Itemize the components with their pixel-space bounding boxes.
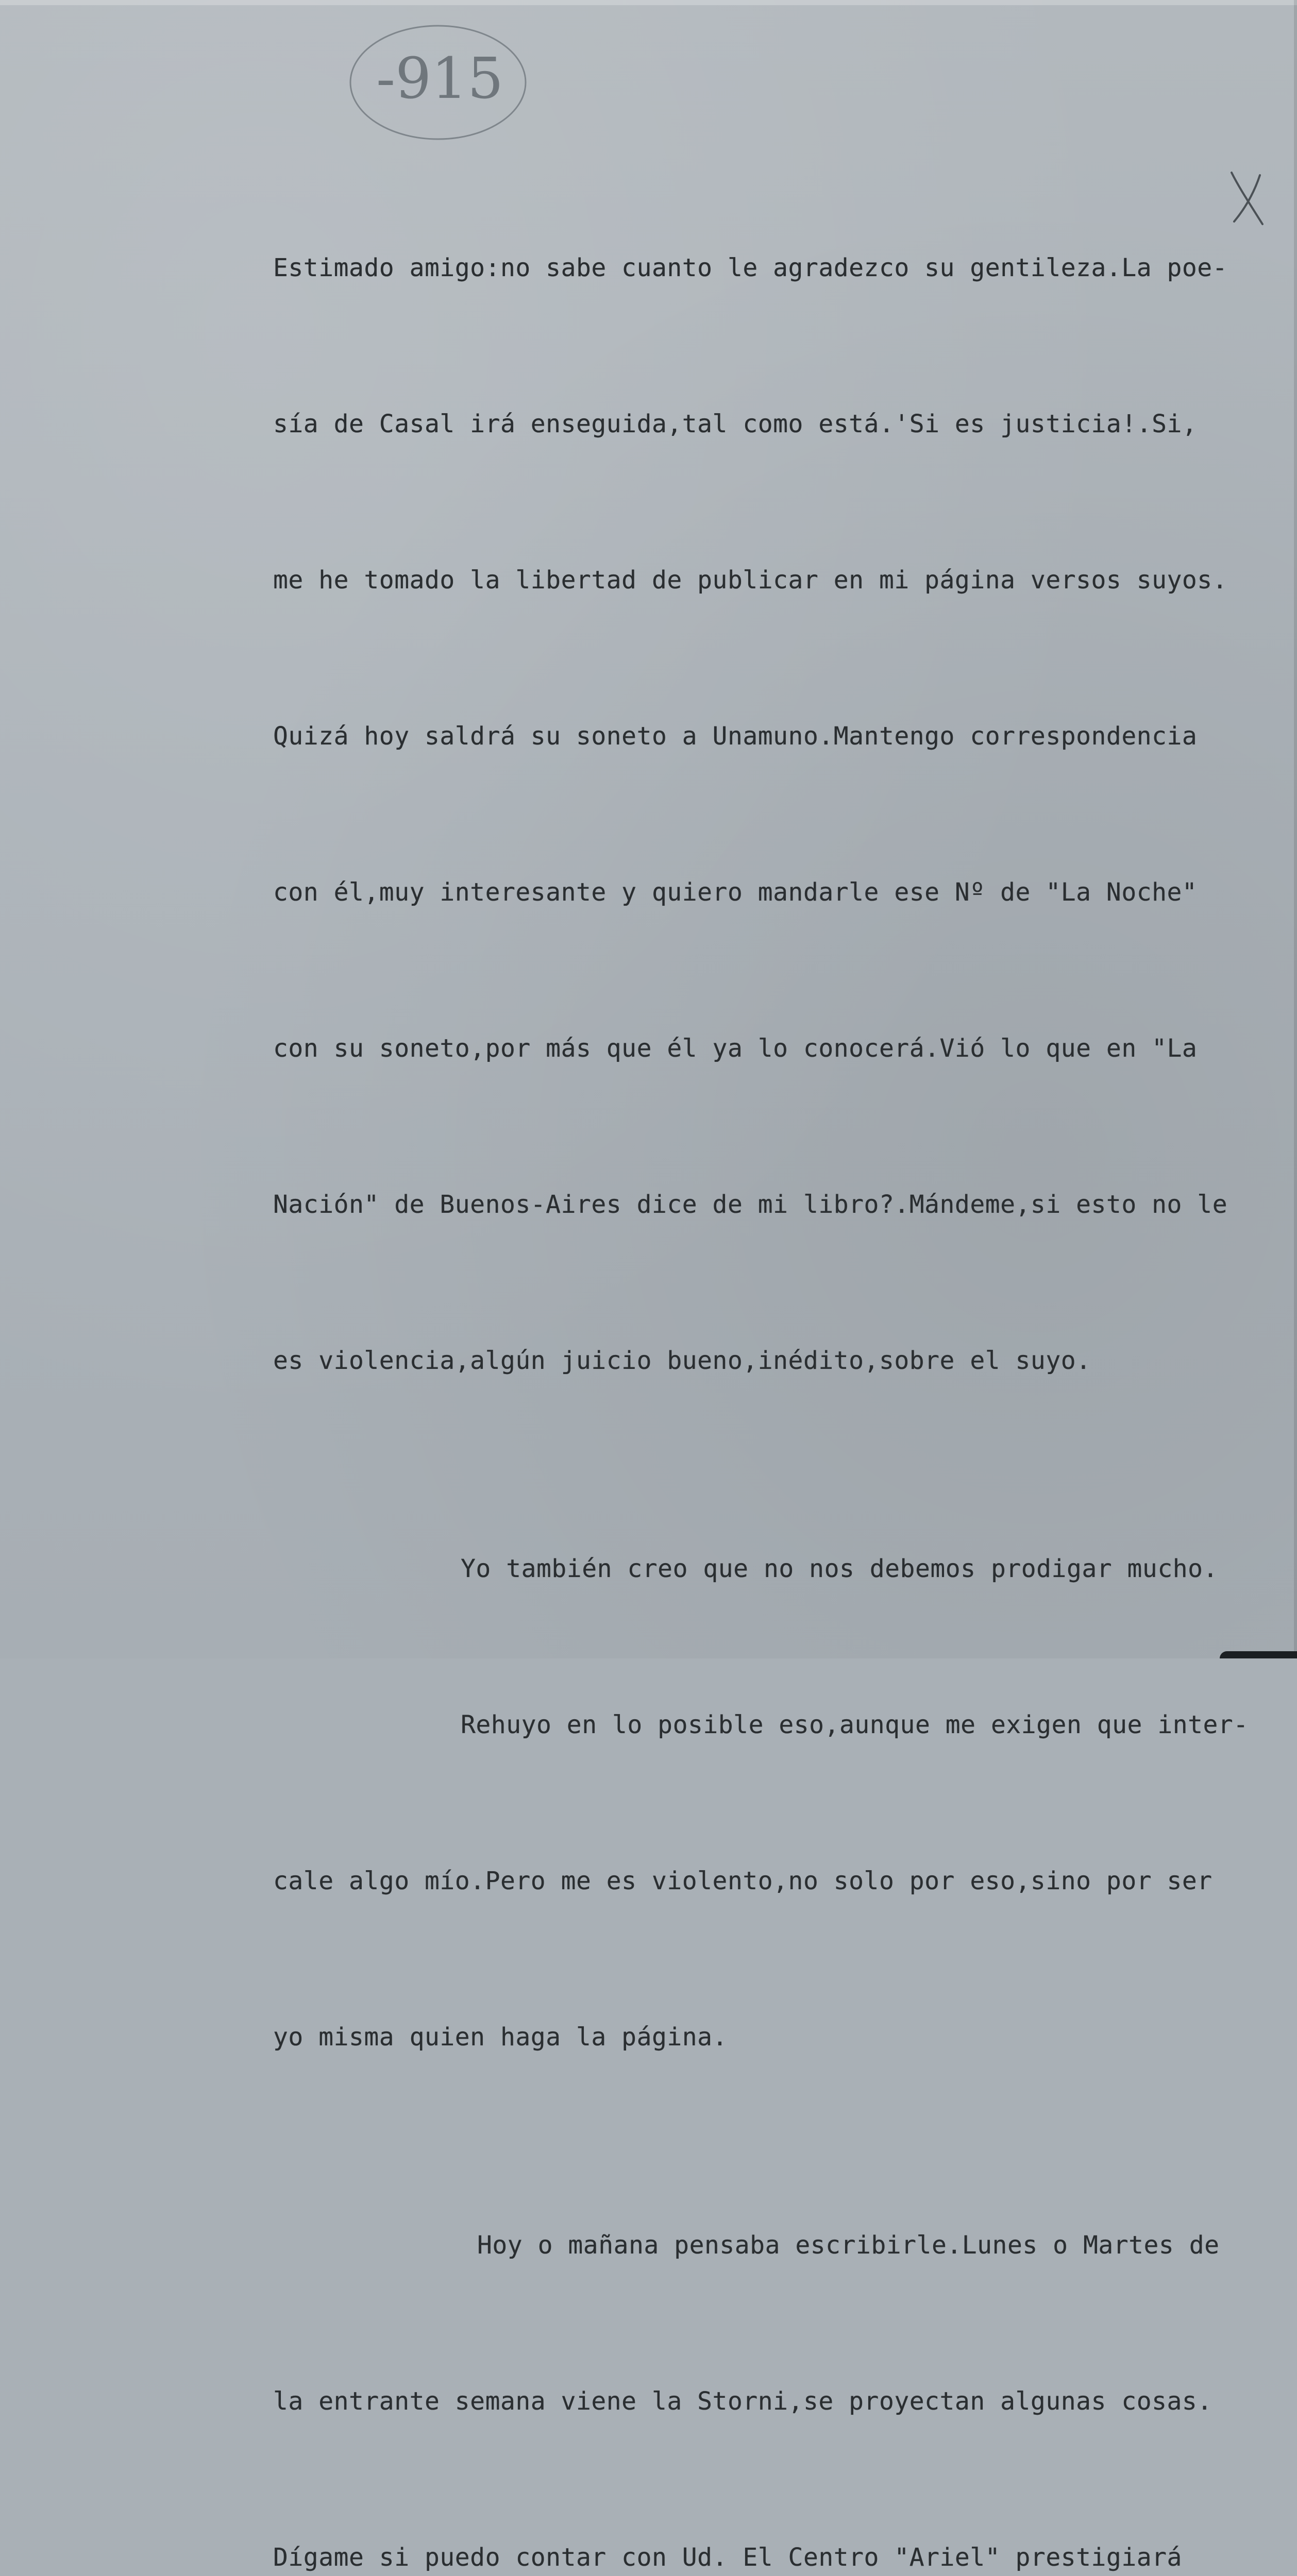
scan-edge-right — [1294, 0, 1297, 1658]
archive-stamp — [340, 15, 536, 149]
letter-line-indented: Yo también creo que no nos debemos prodigar mucho. — [461, 1554, 1218, 1583]
letter-line: Estimado amigo:no sabe cuanto le agradezco su gentileza.La poe- — [273, 253, 1228, 282]
letter-line: Nación" de Buenos-Aires dice de mi libro?.Mándeme,si esto no le — [273, 1190, 1228, 1219]
letter-line: la entrante semana viene la Storni,se proyectan algunas cosas. — [273, 2387, 1212, 2416]
letter-line: es violencia,algún juicio bueno,inédito,sobre el suyo. — [273, 1346, 1091, 1375]
letter-line: me he tomado la libertad de publicar en mi página versos suyos. — [273, 566, 1228, 595]
scan-edge-top — [0, 0, 1297, 5]
stamp-number: -915 — [376, 45, 504, 111]
letter-line: cale algo mío.Pero me es violento,no solo por eso,sino por ser — [273, 1867, 1212, 1895]
letter-line: con su soneto,por más que él ya lo conocerá.Vió lo que en "La — [273, 1034, 1198, 1063]
scan-corner-shadow — [1220, 1651, 1297, 1658]
letter-line: Quizá hoy saldrá su soneto a Unamuno.Mantengo correspondencia — [273, 722, 1198, 751]
letter-line-indented: Hoy o mañana pensaba escribirle.Lunes o Martes de — [477, 2231, 1220, 2260]
letter-line-indented: Rehuyo en lo posible eso,aunque me exigen que inter- — [461, 1710, 1249, 1739]
letter-line: yo misma quien haga la página. — [273, 2023, 728, 2052]
letter-line: Dígame si puedo contar con Ud. El Centro "Ariel" prestigiará — [273, 2543, 1182, 2572]
typed-letter — [273, 138, 1262, 2576]
letter-line: sía de Casal irá enseguida,tal como está.'Si es justicia!.Si, — [273, 410, 1198, 438]
letter-line: con él,muy interesante y quiero mandarle ese Nº de "La Noche" — [273, 878, 1198, 907]
